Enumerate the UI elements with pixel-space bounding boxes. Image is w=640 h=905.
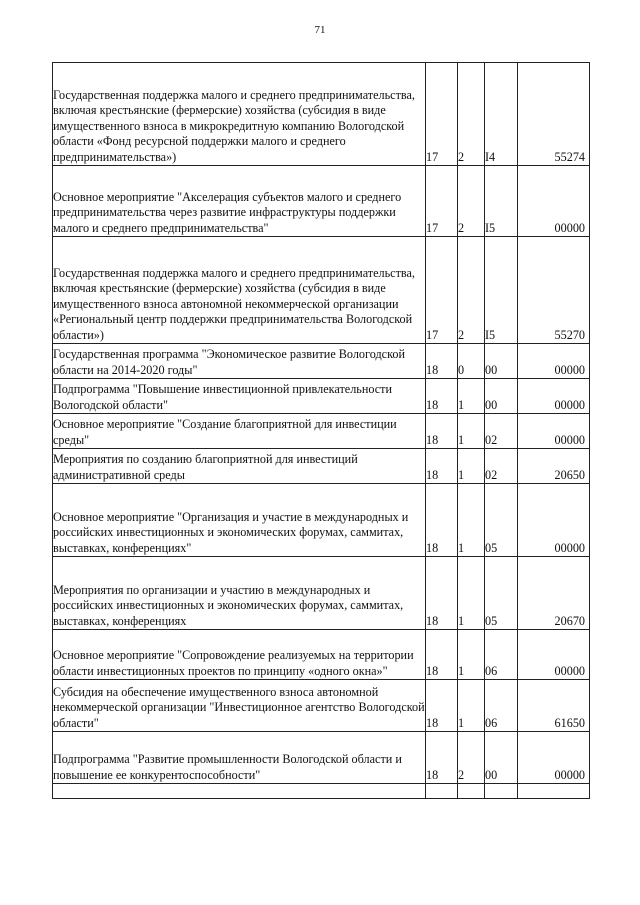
subprogram-code: 1 — [458, 630, 485, 680]
program-code: 18 — [426, 379, 458, 414]
expense-code: 00000 — [518, 166, 590, 237]
activity-code: 06 — [485, 680, 518, 732]
activity-code: I5 — [485, 166, 518, 237]
expense-code: 20670 — [518, 557, 590, 630]
page-number: 71 — [314, 24, 326, 36]
activity-code: 00 — [485, 732, 518, 784]
empty-cell — [518, 784, 590, 799]
expense-code: 55270 — [518, 237, 590, 344]
subprogram-code: 1 — [458, 379, 485, 414]
table-row — [53, 484, 590, 557]
subprogram-code: 2 — [458, 63, 485, 166]
expense-code: 00000 — [518, 414, 590, 449]
row-name: Мероприятия по созданию благоприятной для инвестиций административной среды — [53, 449, 426, 484]
row-name: Субсидия на обеспечение имущественного взноса автономной некоммерческой организации "Инвестиционное агентство Вологодской области" — [53, 680, 426, 732]
program-code: 18 — [426, 732, 458, 784]
row-name: Подпрограмма "Повышение инвестиционной привлекательности Вологодской области" — [53, 379, 426, 414]
table-row — [53, 680, 590, 732]
table-row — [53, 630, 590, 680]
expense-code: 00000 — [518, 732, 590, 784]
row-name: Основное мероприятие "Создание благоприятной для инвестиции среды" — [53, 414, 426, 449]
subprogram-code: 1 — [458, 449, 485, 484]
table-row — [53, 557, 590, 630]
empty-cell — [426, 784, 458, 799]
program-code: 18 — [426, 680, 458, 732]
subprogram-code: 1 — [458, 414, 485, 449]
program-code: 18 — [426, 630, 458, 680]
table-row — [53, 344, 590, 379]
empty-cell — [485, 784, 518, 799]
empty-cell — [458, 784, 485, 799]
row-name: Подпрограмма "Развитие промышленности Вологодской области и повышение ее конкурентоспособности" — [53, 732, 426, 784]
program-code: 17 — [426, 63, 458, 166]
row-name: Основное мероприятие "Организация и участие в международных и российских инвестиционных и экономических форумах, саммитах, выставках, конференциях" — [53, 484, 426, 557]
activity-code: 00 — [485, 344, 518, 379]
program-code: 17 — [426, 166, 458, 237]
row-name: Основное мероприятие "Акселерация субъектов малого и среднего предпринимательства через развитие инфраструктуры поддержки малого и среднего предпринимательства" — [53, 166, 426, 237]
row-name: Государственная поддержка малого и среднего предпринимательства, включая крестьянские (фермерские) хозяйства (субсидия в виде имущественного взноса в микрокредитную компанию Вологодской области «Фонд ресурсной поддержки малого и среднего предпринимательства») — [53, 63, 426, 166]
program-code: 18 — [426, 557, 458, 630]
activity-code: I4 — [485, 63, 518, 166]
table-row-empty — [53, 784, 590, 799]
row-name: Основное мероприятие "Сопровождение реализуемых на территории области инвестиционных проектов по принципу «одного окна»" — [53, 630, 426, 680]
activity-code: 02 — [485, 414, 518, 449]
activity-code: 06 — [485, 630, 518, 680]
table-row — [53, 732, 590, 784]
program-code: 18 — [426, 449, 458, 484]
table-row — [53, 414, 590, 449]
table-row — [53, 166, 590, 237]
table-row — [53, 63, 590, 166]
program-code: 18 — [426, 344, 458, 379]
subprogram-code: 1 — [458, 484, 485, 557]
activity-code: 05 — [485, 557, 518, 630]
budget-classification-table — [52, 62, 590, 799]
program-code: 18 — [426, 484, 458, 557]
activity-code: I5 — [485, 237, 518, 344]
subprogram-code: 2 — [458, 166, 485, 237]
expense-code: 55274 — [518, 63, 590, 166]
expense-code: 00000 — [518, 630, 590, 680]
table-row — [53, 379, 590, 414]
expense-code: 61650 — [518, 680, 590, 732]
table-row — [53, 449, 590, 484]
subprogram-code: 1 — [458, 680, 485, 732]
subprogram-code: 1 — [458, 557, 485, 630]
row-name: Государственная программа "Экономическое развитие Вологодской области на 2014-2020 годы" — [53, 344, 426, 379]
expense-code: 00000 — [518, 484, 590, 557]
row-name: Мероприятия по организации и участию в международных и российских инвестиционных и экономических форумах, саммитах, выставках, конференциях — [53, 557, 426, 630]
subprogram-code: 2 — [458, 732, 485, 784]
program-code: 18 — [426, 414, 458, 449]
expense-code: 00000 — [518, 344, 590, 379]
program-code: 17 — [426, 237, 458, 344]
activity-code: 00 — [485, 379, 518, 414]
activity-code: 02 — [485, 449, 518, 484]
subprogram-code: 2 — [458, 237, 485, 344]
expense-code: 00000 — [518, 379, 590, 414]
subprogram-code: 0 — [458, 344, 485, 379]
row-name: Государственная поддержка малого и среднего предпринимательства, включая крестьянские (фермерские) хозяйства (субсидия в виде имущественного взноса автономной некоммерческой организации «Региональный центр поддержки предпринимательства Вологодской области») — [53, 237, 426, 344]
expense-code: 20650 — [518, 449, 590, 484]
activity-code: 05 — [485, 484, 518, 557]
empty-cell — [53, 784, 426, 799]
table-row — [53, 237, 590, 344]
